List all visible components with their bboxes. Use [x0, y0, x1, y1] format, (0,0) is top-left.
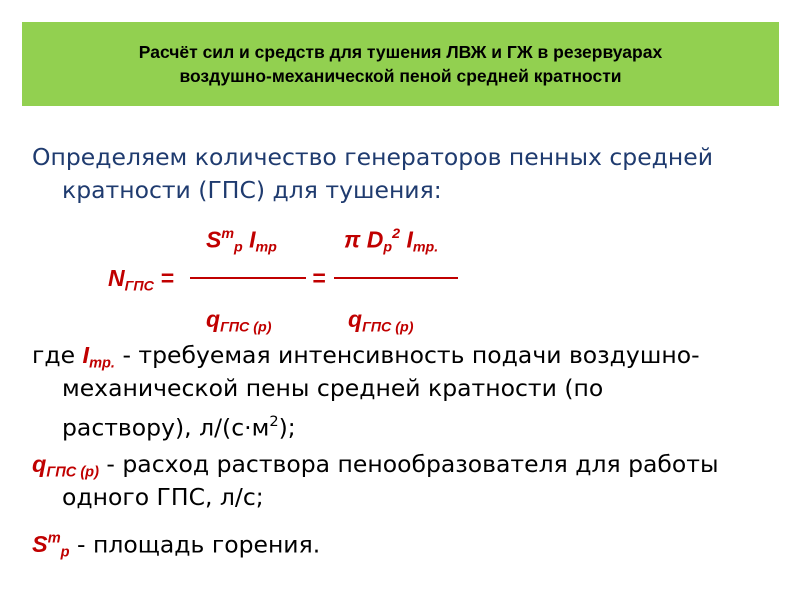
- definition-flow-rate: $q_{ГПС (р)}$ - расход раствора пенообразователя для работы: [32, 450, 719, 481]
- formula-lhs: $N_{ГПС}$ =: [108, 265, 174, 295]
- pi-symbol: π: [344, 226, 361, 253]
- intensity-symbol: I: [249, 226, 256, 253]
- formula-numerator-2: π $D_р^2$ $I_{тр.}$: [344, 226, 439, 256]
- intensity-symbol-2: I: [406, 226, 413, 253]
- formula-numerator-1: $S^т_р$ $I_{тр}$: [206, 226, 277, 256]
- area-symbol: S: [206, 226, 222, 253]
- generators-count-symbol: N: [108, 265, 125, 291]
- diameter-symbol: D: [366, 226, 384, 253]
- flow-rate-symbol-def: $q_{ГПС (р)}$: [32, 451, 99, 481]
- title-line-1: Расчёт сил и средств для тушения ЛВЖ и ГЖ в резервуарах: [138, 42, 663, 62]
- definition-intensity-line-2: механической пены средней кратности (по: [62, 374, 604, 402]
- equals-sign-1: =: [160, 265, 174, 291]
- title-banner: [22, 22, 779, 106]
- flow-rate-symbol: q: [206, 306, 221, 332]
- definition-intensity: где $I_{тр.}$ - требуемая интенсивность подачи воздушно-: [32, 341, 700, 372]
- definition-area: $S^т_р$ - площадь горения.: [32, 530, 321, 561]
- definition-intensity-line-3: раствору), $л/(с\cdot м^2)$;: [62, 413, 296, 442]
- fraction-bar-2: [334, 277, 458, 279]
- area-symbol-def: $S^т_р$: [32, 531, 70, 561]
- intensity-symbol-def: $I_{тр.}$: [82, 342, 115, 372]
- intro-line-1: Определяем количество генераторов пенных средней: [32, 143, 714, 171]
- formula-denominator-2: $q_{ГПС (р)}$: [348, 306, 414, 336]
- formula-denominator-1: $q_{ГПС (р)}$: [206, 306, 272, 336]
- title-line-2: воздушно-механической пеной средней кратности: [179, 66, 622, 86]
- equals-sign-2: =: [312, 265, 326, 291]
- flow-rate-symbol-2: q: [348, 306, 363, 332]
- intro-line-2: кратности (ГПС) для тушения:: [62, 176, 442, 204]
- fraction-bar-1: [190, 277, 306, 279]
- definition-flow-rate-line-2: одного ГПС, л/с;: [62, 483, 264, 511]
